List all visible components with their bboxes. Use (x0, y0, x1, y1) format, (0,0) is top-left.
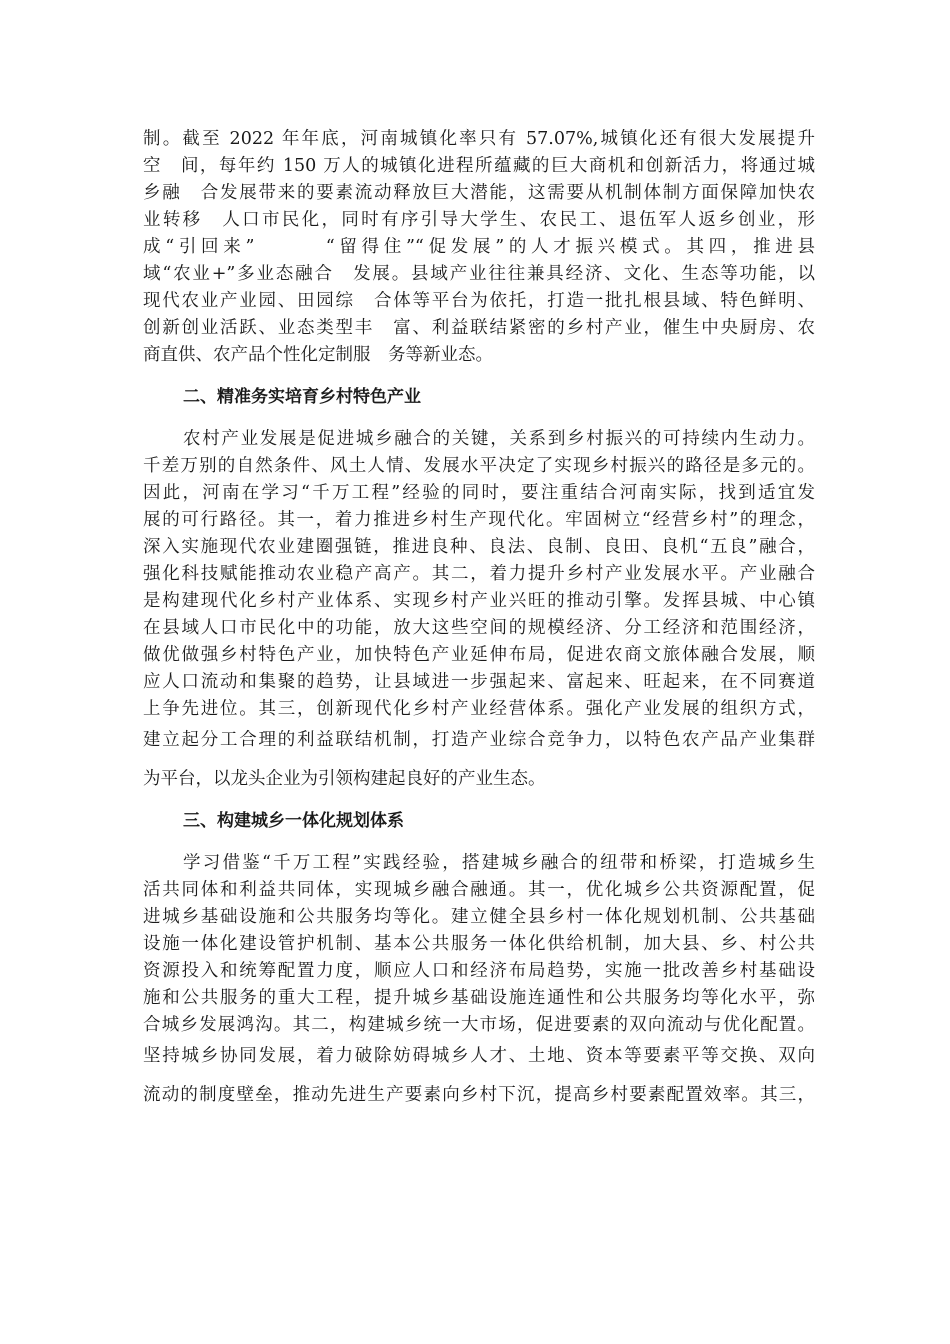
paragraph-2-line: 为平台，以龙头企业为引领构建起良好的产业生态。 (143, 769, 546, 789)
paragraph-2-line: 上争先进位。其三，创新现代化乡村产业经营体系。强化产业发展的组织方式， (143, 699, 815, 719)
paragraph-3-line: 活共同体和利益共同体，实现城乡融合融通。其一，优化城乡公共资源配置，促 (143, 880, 815, 900)
paragraph-2-line: 建立起分工合理的利益联结机制，打造产业综合竞争力，以特色农产品产业集群 (143, 730, 815, 750)
paragraph-3-line: 资源投入和统筹配置力度，顺应人口和经济布局趋势，实施一批改善乡村基础设 (143, 961, 815, 981)
paragraph-3-line: 施和公共服务的重大工程，提升城乡基础设施连通性和公共服务均等化水平，弥 (143, 988, 815, 1008)
paragraph-2-line: 千差万别的自然条件、风土人情、发展水平决定了实现乡村振兴的路径是多元的。 (143, 456, 815, 476)
paragraph-1-line: 现代农业产业园、田园综 合体等平台为依托，打造一批扎根县域、特色鲜明、 (143, 291, 815, 311)
paragraph-2-line: 因此，河南在学习“千万工程”经验的同时，要注重结合河南实际，找到适宜发 (143, 483, 815, 503)
paragraph-3-line: 合城乡发展鸿沟。其二，构建城乡统一大市场，促进要素的双向流动与优化配置。 (143, 1015, 815, 1035)
paragraph-1-line: 乡融 合发展带来的要素流动释放巨大潜能，这需要从机制体制方面保障加快农 (143, 183, 815, 203)
paragraph-1-line: 域“农业+”多业态融合 发展。县域产业往往兼具经济、文化、生态等功能，以 (143, 264, 815, 284)
section-heading: 三、构建城乡一体化规划体系 (183, 811, 404, 831)
paragraph-2-line: 是构建现代化乡村产业体系、实现乡村产业兴旺的推动引擎。发挥县城、中心镇 (143, 591, 815, 611)
paragraph-2-line: 做优做强乡村特色产业，加快特色产业延伸布局，促进农商文旅体融合发展，顺 (143, 645, 815, 665)
paragraph-2-line: 农村产业发展是促进城乡融合的关键，关系到乡村振兴的可持续内生动力。 (183, 429, 815, 449)
paragraph-3-line: 学习借鉴“千万工程”实践经验，搭建城乡融合的纽带和桥梁，打造城乡生 (183, 853, 815, 873)
paragraph-1-line: 业转移 人口市民化，同时有序引导大学生、农民工、退伍军人返乡创业，形 (143, 210, 815, 230)
paragraph-3-line: 流动的制度壁垒，推动先进生产要素向乡村下沉，提高乡村要素配置效率。其三， (143, 1085, 815, 1105)
paragraph-3-line: 设施一体化建设管护机制、基本公共服务一体化供给机制，加大县、乡、村公共 (143, 934, 815, 954)
paragraph-2-line: 强化科技赋能推动农业稳产高产。其二，着力提升乡村产业发展水平。产业融合 (143, 564, 815, 584)
paragraph-3-line: 坚持城乡协同发展，着力破除妨碍城乡人才、土地、资本等要素平等交换、双向 (143, 1046, 815, 1066)
paragraph-2-line: 展的可行路径。其一，着力推进乡村生产现代化。牢固树立“经营乡村”的理念， (143, 510, 815, 530)
paragraph-3-line: 进城乡基础设施和公共服务均等化。建立健全县乡村一体化规划机制、公共基础 (143, 907, 815, 927)
paragraph-2-line: 深入实施现代农业建圈强链，推进良种、良法、良制、良田、良机“五良”融合， (143, 537, 815, 557)
paragraph-1-line: 制。截至 2022 年年底，河南城镇化率只有 57.07%,城镇化还有很大发展提升 (143, 129, 815, 149)
paragraph-1-line: 创新创业活跃、业态类型丰 富、利益联结紧密的乡村产业，催生中央厨房、农 (143, 318, 815, 338)
paragraph-1-line: 空 间，每年约 150 万人的城镇化进程所蕴藏的巨大商机和创新活力，将通过城 (143, 156, 815, 176)
section-heading: 二、精准务实培育乡村特色产业 (183, 387, 421, 407)
paragraph-2-line: 应人口流动和集聚的趋势，让县域进一步强起来、富起来、旺起来，在不同赛道 (143, 672, 815, 692)
paragraph-1-line: 成“引回来” “留得住”“促发展”的人才振兴模式。其四，推进县 (143, 237, 815, 257)
paragraph-2-line: 在县域人口市民化中的功能，放大这些空间的规模经济、分工经济和范围经济， (143, 618, 815, 638)
paragraph-1-line: 商直供、农产品个性化定制服 务等新业态。 (143, 345, 493, 365)
